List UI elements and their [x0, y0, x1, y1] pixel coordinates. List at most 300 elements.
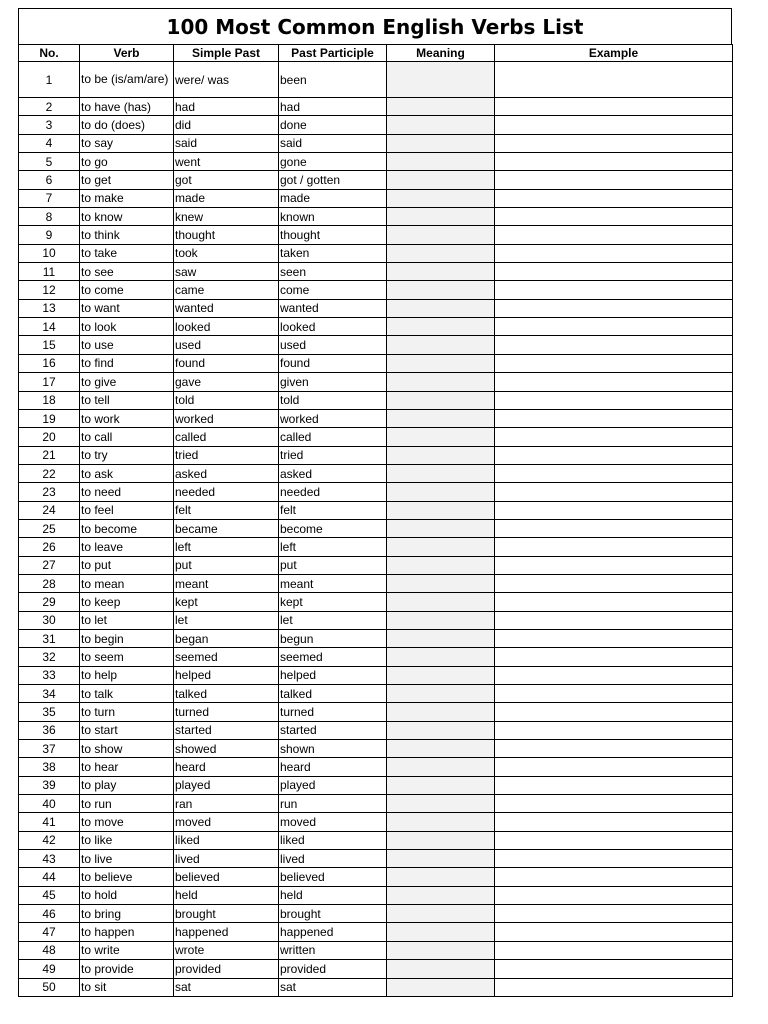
- row-example: [495, 409, 733, 427]
- row-number: 50: [19, 978, 80, 996]
- row-number: 20: [19, 428, 80, 446]
- row-meaning: [387, 813, 495, 831]
- row-past-participle: sat: [279, 978, 387, 996]
- row-verb: to turn: [80, 703, 174, 721]
- row-verb: to try: [80, 446, 174, 464]
- row-number: 10: [19, 244, 80, 262]
- row-meaning: [387, 740, 495, 758]
- row-simple-past: knew: [174, 208, 279, 226]
- row-number: 47: [19, 923, 80, 941]
- row-verb: to move: [80, 813, 174, 831]
- row-simple-past: showed: [174, 740, 279, 758]
- row-meaning: [387, 336, 495, 354]
- row-past-participle: had: [279, 98, 387, 116]
- row-example: [495, 850, 733, 868]
- row-verb: to call: [80, 428, 174, 446]
- table-row: [19, 299, 733, 317]
- header-verb: Verb: [80, 45, 174, 62]
- row-example: [495, 648, 733, 666]
- row-meaning: [387, 776, 495, 794]
- row-example: [495, 519, 733, 537]
- row-simple-past: liked: [174, 831, 279, 849]
- table-row: [19, 391, 733, 409]
- row-verb: to work: [80, 409, 174, 427]
- row-verb: to want: [80, 299, 174, 317]
- row-past-participle: moved: [279, 813, 387, 831]
- row-number: 48: [19, 941, 80, 959]
- row-verb: to come: [80, 281, 174, 299]
- row-verb: to talk: [80, 685, 174, 703]
- table-row: [19, 905, 733, 923]
- table-row: [19, 373, 733, 391]
- row-verb: to take: [80, 244, 174, 262]
- row-meaning: [387, 556, 495, 574]
- row-simple-past: played: [174, 776, 279, 794]
- table-header-row: [19, 45, 733, 62]
- row-meaning: [387, 409, 495, 427]
- row-past-participle: done: [279, 116, 387, 134]
- row-example: [495, 134, 733, 152]
- row-past-participle: begun: [279, 629, 387, 647]
- row-verb: to go: [80, 153, 174, 171]
- row-simple-past: found: [174, 354, 279, 372]
- table-row: [19, 354, 733, 372]
- row-verb: to see: [80, 263, 174, 281]
- row-meaning: [387, 574, 495, 592]
- row-meaning: [387, 905, 495, 923]
- table-row: [19, 758, 733, 776]
- row-past-participle: known: [279, 208, 387, 226]
- row-past-participle: asked: [279, 464, 387, 482]
- row-past-participle: run: [279, 795, 387, 813]
- table-row: [19, 960, 733, 978]
- row-example: [495, 464, 733, 482]
- row-simple-past: did: [174, 116, 279, 134]
- row-simple-past: thought: [174, 226, 279, 244]
- row-verb: to help: [80, 666, 174, 684]
- row-simple-past: meant: [174, 574, 279, 592]
- row-verb: to make: [80, 189, 174, 207]
- row-simple-past: became: [174, 519, 279, 537]
- row-simple-past: held: [174, 886, 279, 904]
- row-past-participle: happened: [279, 923, 387, 941]
- header-simple-past: Simple Past: [174, 45, 279, 62]
- row-past-participle: started: [279, 721, 387, 739]
- row-number: 37: [19, 740, 80, 758]
- row-meaning: [387, 611, 495, 629]
- row-example: [495, 62, 733, 98]
- row-number: 49: [19, 960, 80, 978]
- row-example: [495, 446, 733, 464]
- table-row: [19, 62, 733, 98]
- row-example: [495, 98, 733, 116]
- table-row: [19, 318, 733, 336]
- row-verb: to let: [80, 611, 174, 629]
- table-row: [19, 116, 733, 134]
- row-meaning: [387, 208, 495, 226]
- row-meaning: [387, 373, 495, 391]
- row-simple-past: felt: [174, 501, 279, 519]
- row-meaning: [387, 795, 495, 813]
- row-simple-past: moved: [174, 813, 279, 831]
- row-number: 15: [19, 336, 80, 354]
- row-simple-past: provided: [174, 960, 279, 978]
- row-past-participle: brought: [279, 905, 387, 923]
- row-meaning: [387, 519, 495, 537]
- table-row: [19, 941, 733, 959]
- row-number: 2: [19, 98, 80, 116]
- row-example: [495, 978, 733, 996]
- table-row: [19, 226, 733, 244]
- row-verb: to keep: [80, 593, 174, 611]
- row-example: [495, 960, 733, 978]
- table-row: [19, 923, 733, 941]
- row-verb: to find: [80, 354, 174, 372]
- row-past-participle: taken: [279, 244, 387, 262]
- row-verb: to run: [80, 795, 174, 813]
- page-title: 100 Most Common English Verbs List: [18, 8, 732, 44]
- table-row: [19, 189, 733, 207]
- row-past-participle: held: [279, 886, 387, 904]
- row-number: 30: [19, 611, 80, 629]
- row-example: [495, 189, 733, 207]
- row-example: [495, 795, 733, 813]
- row-number: 40: [19, 795, 80, 813]
- row-verb: to seem: [80, 648, 174, 666]
- row-example: [495, 171, 733, 189]
- row-past-participle: seen: [279, 263, 387, 281]
- row-past-participle: called: [279, 428, 387, 446]
- row-meaning: [387, 464, 495, 482]
- table-row: [19, 446, 733, 464]
- row-past-participle: written: [279, 941, 387, 959]
- row-verb: to look: [80, 318, 174, 336]
- row-past-participle: put: [279, 556, 387, 574]
- row-verb: to believe: [80, 868, 174, 886]
- table-row: [19, 153, 733, 171]
- row-meaning: [387, 666, 495, 684]
- table-row: [19, 98, 733, 116]
- row-simple-past: tried: [174, 446, 279, 464]
- row-meaning: [387, 501, 495, 519]
- row-example: [495, 428, 733, 446]
- row-past-participle: felt: [279, 501, 387, 519]
- row-simple-past: made: [174, 189, 279, 207]
- row-verb: to give: [80, 373, 174, 391]
- row-past-participle: found: [279, 354, 387, 372]
- row-simple-past: looked: [174, 318, 279, 336]
- row-example: [495, 886, 733, 904]
- row-number: 35: [19, 703, 80, 721]
- row-meaning: [387, 960, 495, 978]
- row-example: [495, 556, 733, 574]
- row-example: [495, 244, 733, 262]
- row-verb: to play: [80, 776, 174, 794]
- row-simple-past: happened: [174, 923, 279, 941]
- row-past-participle: let: [279, 611, 387, 629]
- row-simple-past: said: [174, 134, 279, 152]
- row-past-participle: made: [279, 189, 387, 207]
- row-number: 12: [19, 281, 80, 299]
- row-past-participle: provided: [279, 960, 387, 978]
- row-example: [495, 905, 733, 923]
- table-row: [19, 538, 733, 556]
- table-body: [19, 62, 733, 997]
- row-simple-past: talked: [174, 685, 279, 703]
- row-simple-past: took: [174, 244, 279, 262]
- row-simple-past: turned: [174, 703, 279, 721]
- row-example: [495, 336, 733, 354]
- row-meaning: [387, 116, 495, 134]
- row-simple-past: brought: [174, 905, 279, 923]
- row-past-participle: been: [279, 62, 387, 98]
- table-row: [19, 886, 733, 904]
- row-simple-past: came: [174, 281, 279, 299]
- row-number: 8: [19, 208, 80, 226]
- row-simple-past: heard: [174, 758, 279, 776]
- row-number: 33: [19, 666, 80, 684]
- table-row: [19, 336, 733, 354]
- row-number: 43: [19, 850, 80, 868]
- row-number: 44: [19, 868, 80, 886]
- row-verb: to like: [80, 831, 174, 849]
- row-number: 45: [19, 886, 80, 904]
- row-verb: to have (has): [80, 98, 174, 116]
- row-simple-past: helped: [174, 666, 279, 684]
- row-number: 25: [19, 519, 80, 537]
- row-simple-past: began: [174, 629, 279, 647]
- row-verb: to leave: [80, 538, 174, 556]
- row-meaning: [387, 850, 495, 868]
- row-simple-past: let: [174, 611, 279, 629]
- row-meaning: [387, 483, 495, 501]
- row-past-participle: meant: [279, 574, 387, 592]
- row-meaning: [387, 886, 495, 904]
- row-verb: to start: [80, 721, 174, 739]
- row-simple-past: got: [174, 171, 279, 189]
- row-meaning: [387, 226, 495, 244]
- table-row: [19, 850, 733, 868]
- row-simple-past: wrote: [174, 941, 279, 959]
- row-verb: to write: [80, 941, 174, 959]
- table-row: [19, 171, 733, 189]
- row-number: 28: [19, 574, 80, 592]
- row-meaning: [387, 703, 495, 721]
- row-example: [495, 703, 733, 721]
- row-example: [495, 666, 733, 684]
- row-past-participle: told: [279, 391, 387, 409]
- row-simple-past: used: [174, 336, 279, 354]
- row-simple-past: ran: [174, 795, 279, 813]
- row-simple-past: wanted: [174, 299, 279, 317]
- row-example: [495, 758, 733, 776]
- row-number: 26: [19, 538, 80, 556]
- table-row: [19, 208, 733, 226]
- table-row: [19, 483, 733, 501]
- row-meaning: [387, 244, 495, 262]
- row-past-participle: tried: [279, 446, 387, 464]
- table-row: [19, 574, 733, 592]
- row-meaning: [387, 189, 495, 207]
- row-verb: to tell: [80, 391, 174, 409]
- row-verb: to ask: [80, 464, 174, 482]
- row-number: 38: [19, 758, 80, 776]
- row-example: [495, 391, 733, 409]
- table-row: [19, 978, 733, 996]
- table-row: [19, 134, 733, 152]
- row-verb: to show: [80, 740, 174, 758]
- row-simple-past: sat: [174, 978, 279, 996]
- row-past-participle: got / gotten: [279, 171, 387, 189]
- header-no: No.: [19, 45, 80, 62]
- row-number: 11: [19, 263, 80, 281]
- row-example: [495, 574, 733, 592]
- table-row: [19, 648, 733, 666]
- row-number: 6: [19, 171, 80, 189]
- row-number: 18: [19, 391, 80, 409]
- row-meaning: [387, 941, 495, 959]
- row-simple-past: were/ was: [174, 62, 279, 98]
- row-past-participle: become: [279, 519, 387, 537]
- table-row: [19, 740, 733, 758]
- header-meaning: Meaning: [387, 45, 495, 62]
- row-simple-past: gave: [174, 373, 279, 391]
- row-number: 5: [19, 153, 80, 171]
- row-past-participle: shown: [279, 740, 387, 758]
- row-verb: to sit: [80, 978, 174, 996]
- header-example: Example: [495, 45, 733, 62]
- row-example: [495, 629, 733, 647]
- row-number: 46: [19, 905, 80, 923]
- row-meaning: [387, 171, 495, 189]
- row-past-participle: heard: [279, 758, 387, 776]
- row-verb: to put: [80, 556, 174, 574]
- row-verb: to mean: [80, 574, 174, 592]
- row-number: 1: [19, 62, 80, 98]
- row-example: [495, 354, 733, 372]
- row-example: [495, 483, 733, 501]
- row-example: [495, 868, 733, 886]
- row-simple-past: kept: [174, 593, 279, 611]
- table-row: [19, 556, 733, 574]
- row-example: [495, 941, 733, 959]
- row-example: [495, 281, 733, 299]
- row-number: 36: [19, 721, 80, 739]
- row-meaning: [387, 299, 495, 317]
- table-row: [19, 593, 733, 611]
- row-past-participle: come: [279, 281, 387, 299]
- row-number: 29: [19, 593, 80, 611]
- row-verb: to live: [80, 850, 174, 868]
- verb-list-sheet: [18, 8, 732, 997]
- row-number: 14: [19, 318, 80, 336]
- row-meaning: [387, 62, 495, 98]
- row-past-participle: used: [279, 336, 387, 354]
- table-row: [19, 868, 733, 886]
- row-verb: to happen: [80, 923, 174, 941]
- row-past-participle: liked: [279, 831, 387, 849]
- row-example: [495, 740, 733, 758]
- row-example: [495, 299, 733, 317]
- table-row: [19, 501, 733, 519]
- row-example: [495, 373, 733, 391]
- row-example: [495, 721, 733, 739]
- row-meaning: [387, 831, 495, 849]
- row-number: 41: [19, 813, 80, 831]
- row-simple-past: put: [174, 556, 279, 574]
- row-simple-past: started: [174, 721, 279, 739]
- row-number: 7: [19, 189, 80, 207]
- row-past-participle: worked: [279, 409, 387, 427]
- row-example: [495, 318, 733, 336]
- row-past-participle: believed: [279, 868, 387, 886]
- row-number: 32: [19, 648, 80, 666]
- table-row: [19, 666, 733, 684]
- row-meaning: [387, 318, 495, 336]
- row-simple-past: saw: [174, 263, 279, 281]
- row-simple-past: told: [174, 391, 279, 409]
- row-verb: to use: [80, 336, 174, 354]
- row-meaning: [387, 134, 495, 152]
- row-example: [495, 208, 733, 226]
- table-row: [19, 281, 733, 299]
- row-verb: to become: [80, 519, 174, 537]
- row-past-participle: lived: [279, 850, 387, 868]
- row-past-participle: seemed: [279, 648, 387, 666]
- row-example: [495, 538, 733, 556]
- row-example: [495, 776, 733, 794]
- header-past-participle: Past Participle: [279, 45, 387, 62]
- row-meaning: [387, 98, 495, 116]
- row-verb: to hold: [80, 886, 174, 904]
- table-row: [19, 776, 733, 794]
- row-simple-past: seemed: [174, 648, 279, 666]
- row-past-participle: needed: [279, 483, 387, 501]
- row-meaning: [387, 923, 495, 941]
- row-meaning: [387, 648, 495, 666]
- row-number: 13: [19, 299, 80, 317]
- row-simple-past: lived: [174, 850, 279, 868]
- row-verb: to provide: [80, 960, 174, 978]
- row-number: 9: [19, 226, 80, 244]
- row-simple-past: left: [174, 538, 279, 556]
- row-number: 4: [19, 134, 80, 152]
- row-number: 34: [19, 685, 80, 703]
- row-meaning: [387, 721, 495, 739]
- row-simple-past: went: [174, 153, 279, 171]
- row-example: [495, 501, 733, 519]
- row-past-participle: given: [279, 373, 387, 391]
- row-verb: to hear: [80, 758, 174, 776]
- row-verb: to begin: [80, 629, 174, 647]
- row-verb: to need: [80, 483, 174, 501]
- row-verb: to bring: [80, 905, 174, 923]
- table-row: [19, 629, 733, 647]
- row-meaning: [387, 685, 495, 703]
- row-past-participle: played: [279, 776, 387, 794]
- row-number: 27: [19, 556, 80, 574]
- row-example: [495, 153, 733, 171]
- row-meaning: [387, 593, 495, 611]
- row-number: 23: [19, 483, 80, 501]
- row-example: [495, 611, 733, 629]
- row-number: 31: [19, 629, 80, 647]
- row-past-participle: gone: [279, 153, 387, 171]
- row-verb: to say: [80, 134, 174, 152]
- row-simple-past: believed: [174, 868, 279, 886]
- row-past-participle: wanted: [279, 299, 387, 317]
- verbs-table: [18, 44, 733, 997]
